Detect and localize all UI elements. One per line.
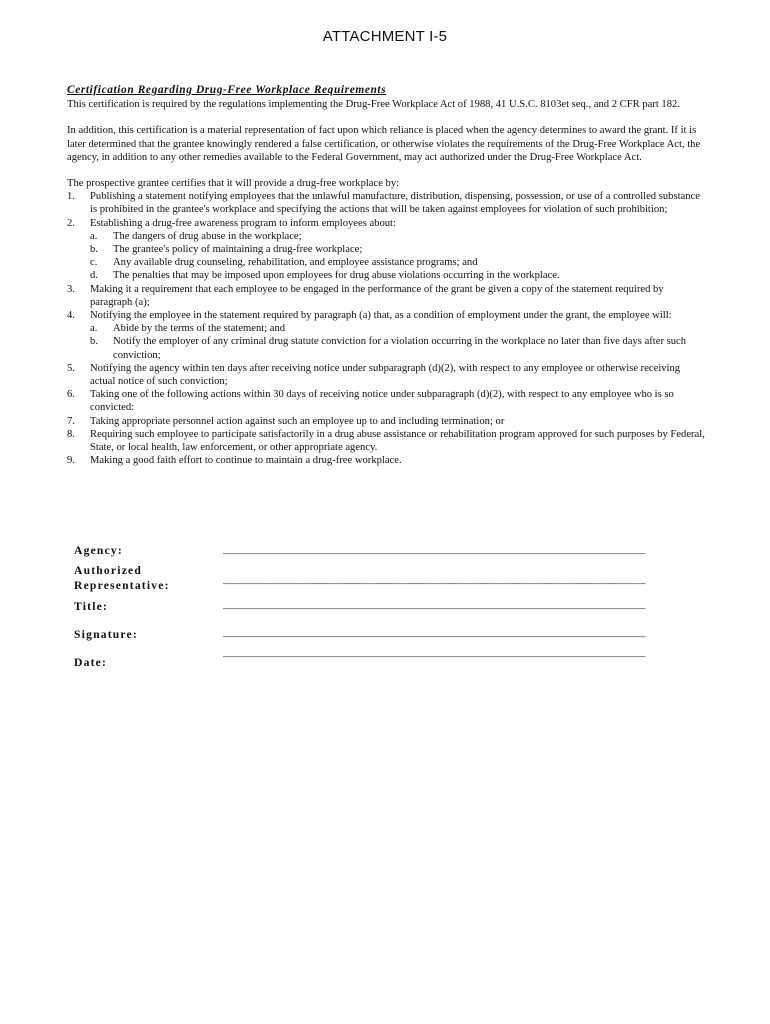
title-label: Title: (74, 600, 109, 613)
list-item (67, 415, 707, 428)
list-item-text: Making a good faith effort to continue to maintain a drug-free workplace. (90, 455, 402, 467)
signature-label: Signature: (74, 628, 138, 641)
sub-item (67, 243, 707, 256)
list-item (67, 388, 707, 414)
sub-item-text: The penalties that may be imposed upon employees for drug abuse violations occurring in the workplace. (113, 270, 560, 282)
agency-field[interactable]: ________________________________________________________________ (223, 545, 646, 557)
representative-label: Representative: (74, 579, 170, 592)
sub-item (67, 335, 707, 361)
sub-item-text: Any available drug counseling, rehabilitation, and employee assistance programs; and (113, 257, 478, 269)
list-item-number: 1. (67, 191, 75, 203)
sub-item-letter: a. (90, 230, 98, 242)
list-item-text: Requiring such employee to participate satisfactorily in a drug abuse assistance or rehabilitation program approved for such purposes by Federal, State, or local health, law enforcement, or other appropriate agency. (90, 428, 705, 454)
list-item-number: 3. (67, 283, 75, 295)
sub-item (67, 269, 707, 282)
list-item-text: Notifying the agency within ten days after receiving notice under subparagraph (d)(2), with respect to any employee or otherwise receiving actual notice of such conviction; (90, 362, 681, 388)
list-item-number: 9. (67, 455, 75, 467)
sub-item-text: Notify the employer of any criminal drug statute conviction for a violation occurring in the workplace no later than five days after such conviction; (113, 336, 687, 361)
list-item (67, 217, 707, 230)
sub-item-text: Abide by the terms of the statement; and (113, 323, 286, 335)
list-item-number: 5. (67, 362, 75, 374)
sub-item (67, 322, 707, 335)
date-field[interactable]: ________________________________________________________________ (223, 648, 646, 660)
list-item (67, 309, 707, 322)
sub-item-text: The grantee's policy of maintaining a drug-free workplace; (113, 244, 363, 256)
signature-field[interactable]: ________________________________________________________________ (223, 628, 646, 640)
lead-in: The prospective grantee certifies that it will provide a drug-free workplace by: (67, 178, 400, 190)
list-item (67, 283, 707, 309)
intro-paragraph-2: In addition, this certification is a material representation of fact upon which reliance is placed when the agency determines to award the grant. If it is later determined that the grantee knowingly rendered a false certification, or otherwise violates the requirements of the Drug-Free Workplace Act, the agency, in addition to any other remedies available to the Federal Government, may act authorized under the Drug-Free Workplace Act. (67, 125, 701, 163)
sub-item-text: The dangers of drug abuse in the workplace; (113, 230, 302, 242)
list-item (67, 362, 707, 388)
list-item-text: Taking one of the following actions within 30 days of receiving notice under subparagraph (d)(2), with respect to any employee who is so convicted: (90, 389, 674, 414)
agency-label: Agency: (74, 544, 123, 557)
sub-item (67, 256, 707, 269)
authorized-label: Authorized (74, 564, 143, 577)
certification-heading: Certification Regarding Drug-Free Workplace Requirements (67, 84, 387, 96)
list-item-text: Taking appropriate personnel action against such an employee up to and including termination; or (90, 415, 505, 427)
attachment-title: ATTACHMENT I-5 (322, 28, 448, 45)
list-item-number: 7. (67, 415, 75, 427)
sub-item-letter: c. (90, 257, 98, 269)
list-item-text: Publishing a statement notifying employees that the unlawful manufacture, distribution, dispensing, possession, or use of a controlled substance is prohibited in the grantee's workplace and specifying the actions that will be taken against employees for violation of such prohibition; (90, 191, 700, 216)
list-item-text: Establishing a drug-free awareness program to inform employees about: (90, 217, 396, 229)
intro-paragraph-1: This certification is required by the regulations implementing the Drug-Free Workplace Act of 1988, 41 U.S.C. 8103et seq., and 2 CFR part 182. (67, 99, 680, 111)
list-item-text: Notifying the employee in the statement required by paragraph (a) that, as a condition of employment under the grant, the employee will: (90, 310, 672, 322)
list-item-number: 4. (67, 310, 75, 322)
certification-body (67, 84, 707, 467)
list-item (67, 454, 707, 467)
list-item-number: 8. (67, 428, 75, 440)
sub-item (67, 230, 707, 243)
sub-item-letter: d. (90, 270, 98, 282)
list-item-text: Making it a requirement that each employee to be engaged in the performance of the grant be given a copy of the statement required by paragraph (a); (90, 283, 664, 308)
list-item (67, 428, 707, 454)
authorized-representative-field[interactable]: ________________________________________________________________ (223, 575, 646, 587)
list-item (67, 190, 707, 216)
list-item-number: 6. (67, 389, 75, 401)
sub-item-letter: a. (90, 323, 98, 335)
title-field[interactable]: ________________________________________________________________ (223, 600, 646, 612)
sub-item-letter: b. (90, 336, 98, 348)
date-label: Date: (74, 656, 108, 669)
list-item-number: 2. (67, 217, 75, 229)
sub-item-letter: b. (90, 244, 98, 256)
